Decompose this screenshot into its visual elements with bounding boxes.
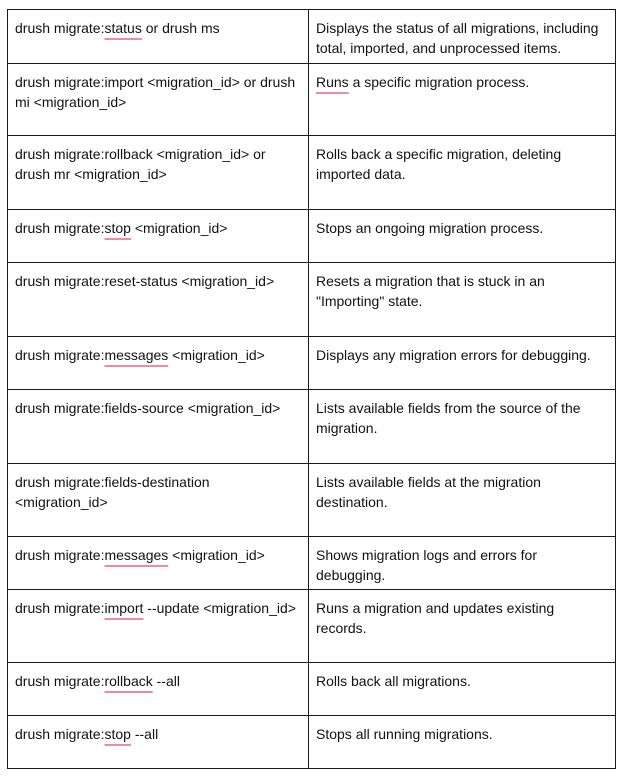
text-segment: Stops an ongoing migration process. — [316, 220, 544, 236]
text-segment: Resets a migration that is stuck in an "Importing" state. — [316, 273, 545, 309]
description-cell — [309, 390, 616, 464]
command-cell — [8, 716, 309, 769]
text-segment: drush migrate: — [15, 726, 105, 742]
description-cell — [309, 263, 616, 337]
table-row — [8, 10, 616, 64]
table-row — [8, 464, 616, 537]
command-cell — [8, 337, 309, 390]
description-cell — [309, 136, 616, 210]
table-row — [8, 136, 616, 210]
table-row — [8, 590, 616, 663]
description-cell — [309, 716, 616, 769]
spellcheck-flagged-word: rollback — [104, 673, 153, 689]
text-segment: <migration_id> — [168, 547, 265, 563]
command-cell — [8, 136, 309, 210]
text-segment: a specific migration process. — [348, 74, 530, 90]
text-segment: --update <migration_id> — [143, 600, 296, 616]
text-segment: drush migrate: — [15, 600, 105, 616]
text-segment: drush migrate: — [15, 20, 105, 36]
description-cell — [309, 537, 616, 590]
description-cell — [309, 590, 616, 663]
text-segment: Displays the status of all migrations, including total, imported, and unprocessed items. — [316, 20, 599, 56]
command-cell — [8, 10, 309, 64]
text-segment: Rolls back a specific migration, deleting imported data. — [316, 146, 562, 182]
command-cell — [8, 64, 309, 136]
command-cell — [8, 464, 309, 537]
table-row — [8, 663, 616, 716]
text-segment: <migration_id> — [168, 347, 265, 363]
text-segment: Shows migration logs and errors for debugging. — [316, 547, 537, 583]
table-row — [8, 716, 616, 769]
text-segment: drush migrate: — [15, 220, 105, 236]
text-segment: --all — [152, 673, 180, 689]
text-segment: --all — [130, 726, 159, 742]
description-cell — [309, 337, 616, 390]
text-segment: Stops all running migrations. — [316, 726, 493, 742]
spellcheck-flagged-word: import — [104, 600, 144, 616]
text-segment: or drush ms — [141, 20, 220, 36]
command-cell — [8, 390, 309, 464]
text-segment: drush migrate: — [15, 547, 105, 563]
table-row — [8, 537, 616, 590]
description-cell — [309, 464, 616, 537]
text-segment: drush migrate:reset-status <migration_id> — [15, 273, 275, 289]
table-row — [8, 210, 616, 263]
command-cell — [8, 590, 309, 663]
command-table — [7, 9, 616, 769]
text-segment: <migration_id> — [130, 220, 228, 236]
text-segment: drush migrate:rollback <migration_id> or drush mr <migration_id> — [15, 146, 266, 182]
command-cell — [8, 263, 309, 337]
spellcheck-flagged-word: status — [104, 20, 142, 36]
text-segment: Lists available fields from the source of the migration. — [316, 400, 581, 436]
description-cell — [309, 663, 616, 716]
command-cell — [8, 537, 309, 590]
text-segment: Lists available fields at the migration destination. — [316, 474, 541, 510]
text-segment: Runs a migration and updates existing records. — [316, 600, 555, 636]
text-segment: drush migrate: — [15, 347, 105, 363]
description-cell — [309, 10, 616, 64]
description-cell — [309, 210, 616, 263]
text-segment: drush migrate:import <migration_id> or drush mi <migration_id> — [15, 74, 296, 110]
description-cell — [309, 64, 616, 136]
command-cell — [8, 210, 309, 263]
table-row — [8, 337, 616, 390]
table-row — [8, 64, 616, 136]
spellcheck-flagged-word: stop — [104, 726, 131, 742]
table-row — [8, 390, 616, 464]
table-row — [8, 263, 616, 337]
text-segment: drush migrate:fields-destination <migration_id> — [15, 474, 210, 510]
text-segment: drush migrate:fields-source <migration_id> — [15, 400, 281, 416]
command-cell — [8, 663, 309, 716]
spellcheck-flagged-word: stop — [104, 220, 131, 236]
spellcheck-flagged-word: messages — [104, 347, 169, 363]
text-segment: Rolls back all migrations. — [316, 673, 471, 689]
spellcheck-flagged-word: Runs — [316, 74, 349, 90]
text-segment: drush migrate: — [15, 673, 105, 689]
text-segment: Displays any migration errors for debugging. — [316, 347, 591, 363]
command-table-body — [8, 10, 616, 769]
spellcheck-flagged-word: messages — [104, 547, 169, 563]
